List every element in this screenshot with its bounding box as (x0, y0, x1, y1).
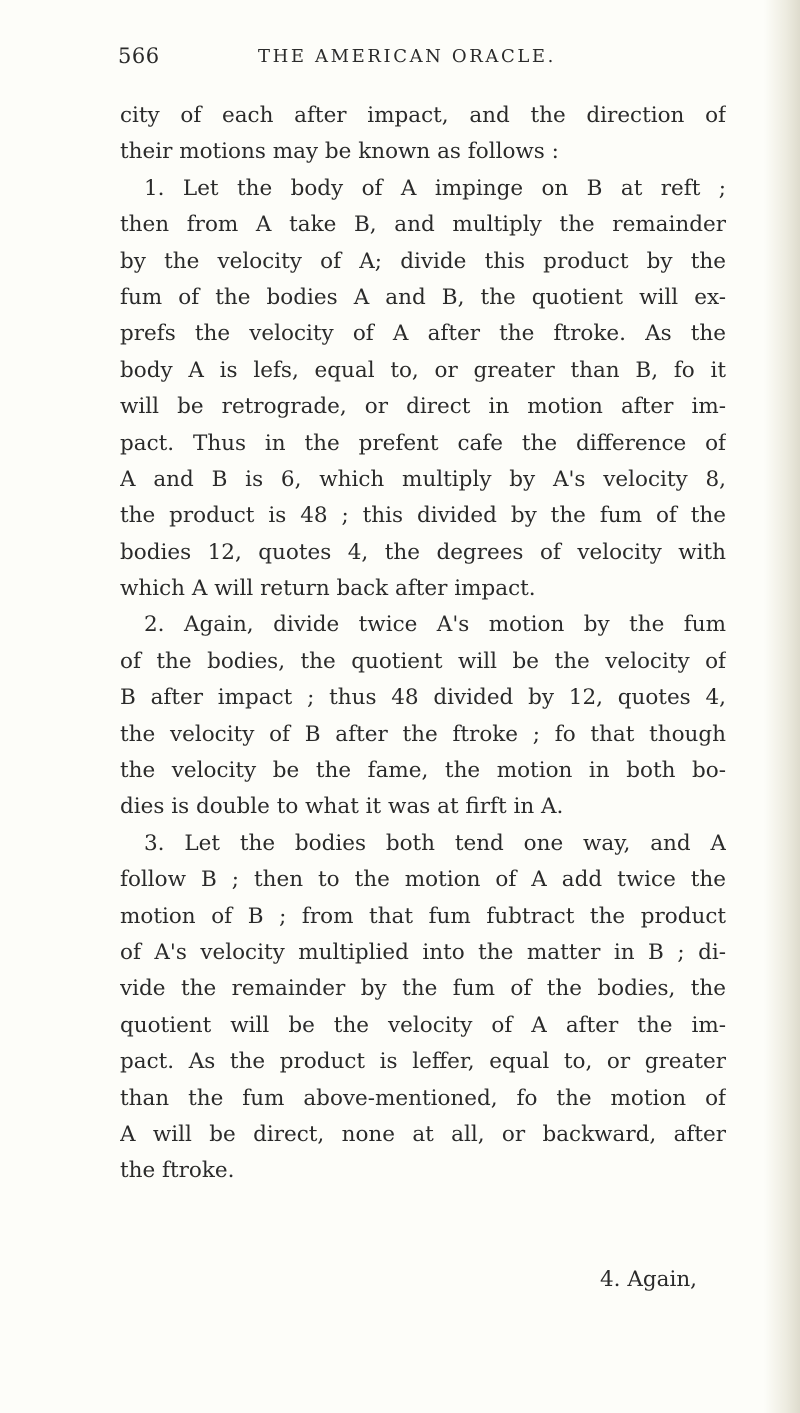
body-text (120, 98, 726, 1190)
paragraph-3-start: 3. Let the bodies both tend one way, and A (144, 830, 726, 856)
text-line: A and B is 6, which multiply by A's velocity 8, (120, 466, 726, 492)
text-line: will be retrograde, or direct in motion after im- (120, 394, 726, 420)
text-line: body A is lefs, equal to, or greater than B, fo it (120, 357, 726, 383)
text-line: than the fum above-mentioned, fo the motion of (120, 1085, 726, 1111)
text-line: bodies 12, quotes 4, the degrees of velocity with (120, 539, 726, 565)
catchword: 4. Again, (600, 1267, 698, 1292)
text-line: vide the remainder by the fum of the bodies, the (120, 976, 726, 1002)
paragraph-2-start: 2. Again, divide twice A's motion by the fum (144, 612, 726, 638)
text-line: follow B ; then to the motion of A add twice the (120, 867, 726, 893)
text-line: city of each after impact, and the direction of (120, 103, 726, 128)
text-line: pact. Thus in the prefent cafe the difference of (120, 430, 726, 456)
running-head (118, 44, 738, 74)
page-number: 566 (118, 44, 160, 68)
text-line: quotient will be the velocity of A after the im- (120, 1012, 726, 1038)
text-line: prefs the velocity of A after the ftroke. As the (120, 321, 726, 347)
paragraph-1-start: 1. Let the body of A impinge on B at reft ; (144, 175, 726, 201)
page-edge-shadow (764, 0, 800, 1413)
text-line: B after impact ; thus 48 divided by 12, quotes 4, (120, 685, 726, 711)
text-line: the velocity be the fame, the motion in both bo- (120, 758, 726, 784)
text-line: pact. As the product is leffer, equal to, or greater (120, 1049, 726, 1075)
text-line: the ftroke. (120, 1158, 235, 1184)
text-line: their motions may be known as follows : (120, 139, 559, 165)
text-line: of the bodies, the quotient will be the velocity of (120, 648, 726, 674)
text-line: then from A take B, and multiply the remainder (120, 212, 726, 238)
text-line: fum of the bodies A and B, the quotient will ex- (120, 284, 726, 310)
text-line: the product is 48 ; this divided by the fum of the (120, 503, 726, 529)
text-line: by the velocity of A; divide this product by the (120, 248, 726, 274)
text-line: A will be direct, none at all, or backward, after (120, 1121, 726, 1147)
running-title: THE AMERICAN ORACLE. (258, 46, 556, 67)
text-line: of A's velocity multiplied into the matter in B ; di- (120, 939, 726, 965)
text-line: the velocity of B after the ftroke ; fo that though (120, 721, 726, 747)
text-line: motion of B ; from that fum fubtract the product (120, 903, 726, 929)
text-line: which A will return back after impact. (120, 576, 536, 602)
text-line: dies is double to what it was at firft in A. (120, 794, 564, 820)
